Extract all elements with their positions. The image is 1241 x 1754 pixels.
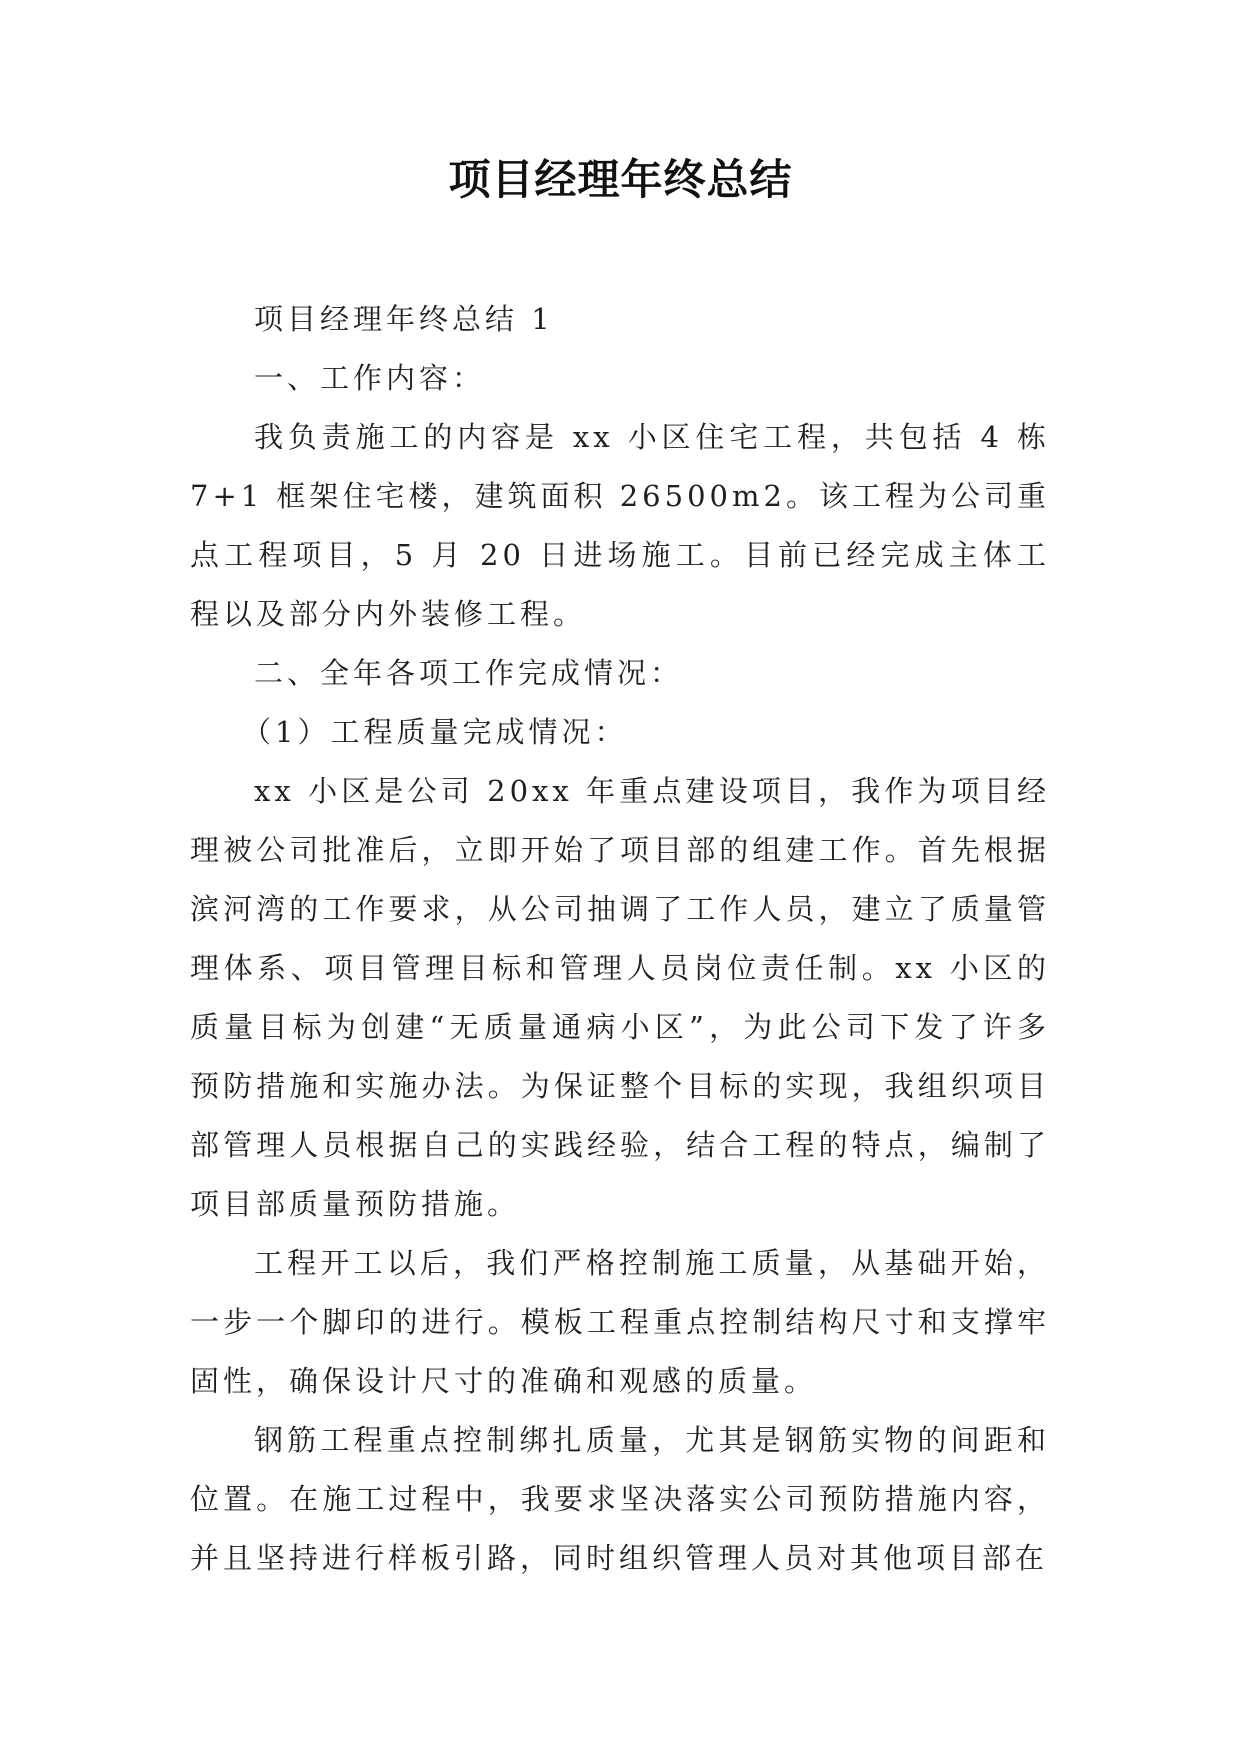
document-title: 项目经理年终总结 bbox=[448, 155, 793, 204]
body-paragraph: 我负责施工的内容是 xx 小区住宅工程，共包括 4 栋 7+1 框架住宅楼，建筑面积 26500m2。该工程为公司重点工程项目，5 月 20 日进场施工。目前已经完成主体工程以及部分内外装修工程。 bbox=[190, 420, 1050, 631]
body-paragraph: 钢筋工程重点控制绑扎质量，尤其是钢筋实物的间距和位置。在施工过程中，我要求坚决落实公司预防措施内容，并且坚持进行样板引路，同时组织管理人员对其他项目部在 bbox=[190, 1423, 1050, 1575]
subsection-heading: 一、工作内容： bbox=[254, 361, 486, 395]
body-paragraph: 工程开工以后，我们严格控制施工质量，从基础开始，一步一个脚印的进行。模板工程重点控制结构尺寸和支撑牢固性，确保设计尺寸的准确和观感的质量。 bbox=[190, 1246, 1050, 1398]
subsection-heading: （1）工程质量完成情况： bbox=[242, 715, 628, 749]
document-body bbox=[190, 290, 1050, 1588]
section-heading: 项目经理年终总结 1 bbox=[254, 302, 554, 336]
body-paragraph: xx 小区是公司 20xx 年重点建设项目，我作为项目经理被公司批准后，立即开始了项目部的组建工作。首先根据滨河湾的工作要求，从公司抽调了工作人员，建立了质量管理体系、项目管理目标和管理人员岗位责任制。xx 小区的质量目标为创建“无质量通病小区”，为此公司下发了许多预防措施和实施办法。为保证整个目标的实现，我组织项目部管理人员根据自己的实践经验，结合工程的特点，编制了项目部质量预防措施。 bbox=[190, 774, 1050, 1221]
subsection-heading: 二、全年各项工作完成情况： bbox=[254, 656, 684, 690]
